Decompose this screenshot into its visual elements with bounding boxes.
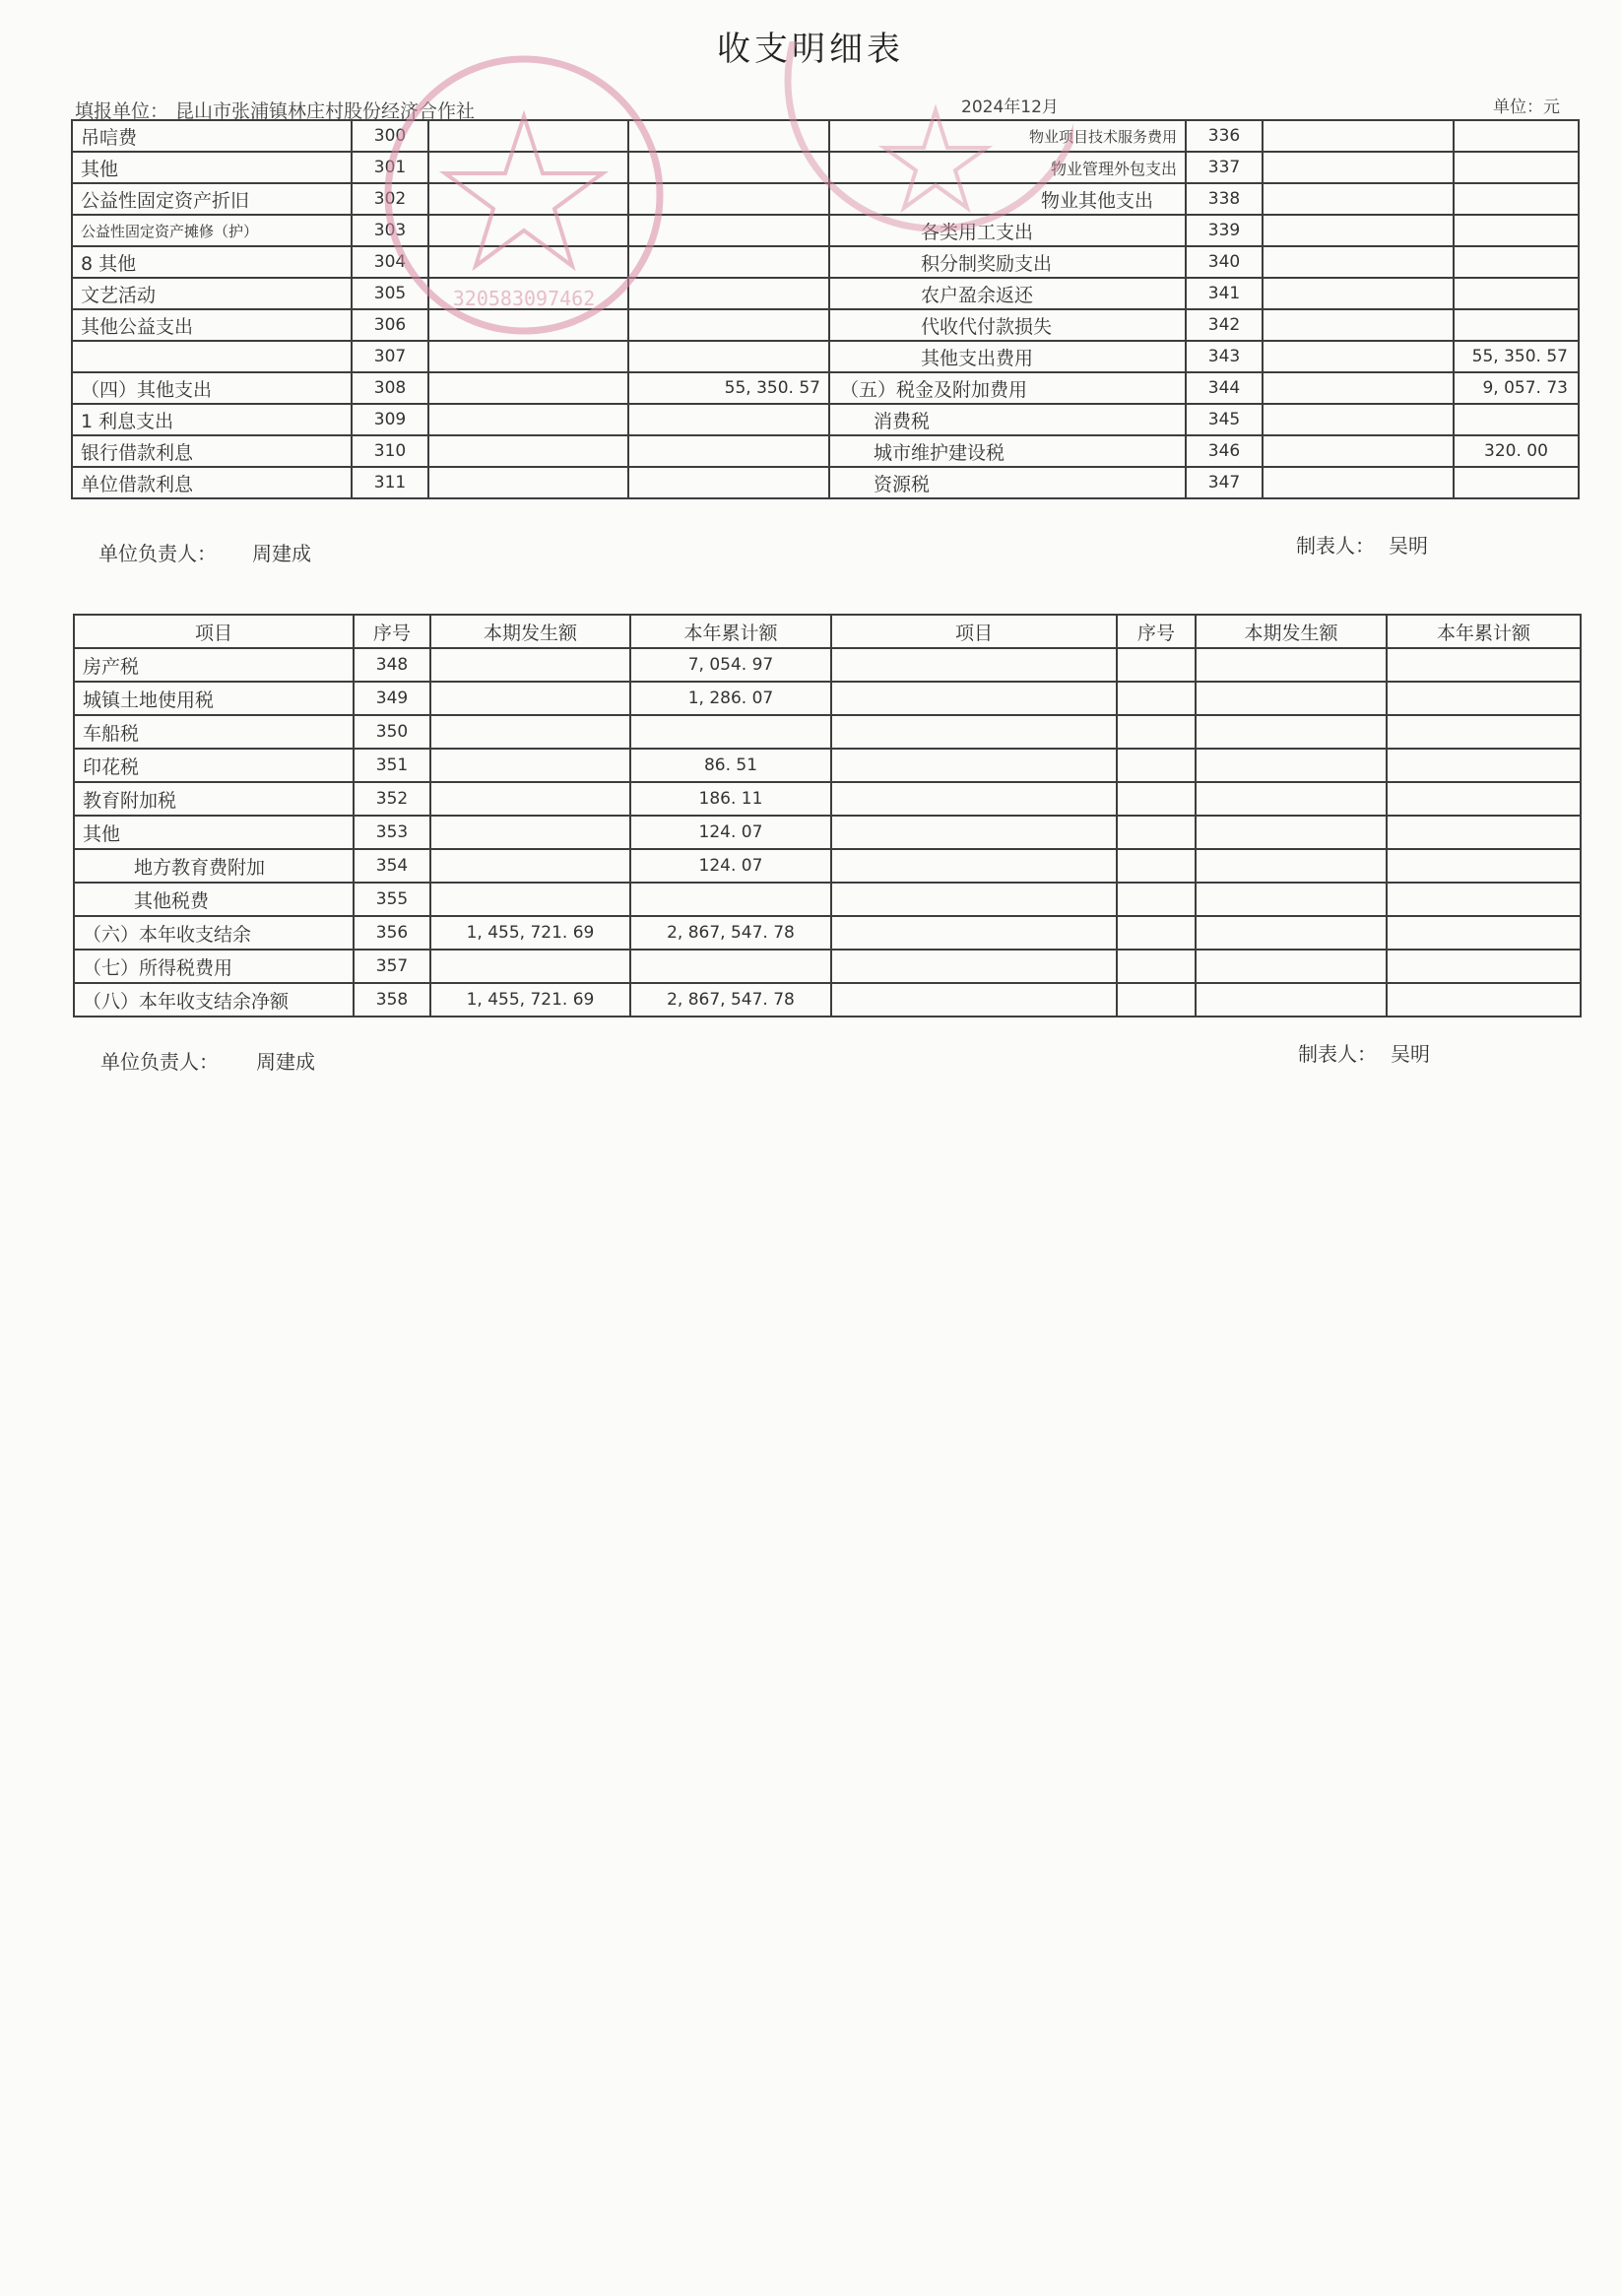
table-row — [72, 435, 1579, 467]
column-header: 项目 — [74, 615, 354, 648]
empty-cell — [1387, 950, 1581, 983]
row-number: 307 — [352, 341, 428, 372]
empty-cell — [1196, 883, 1387, 916]
row-number: 350 — [354, 715, 430, 749]
item-label: 银行借款利息 — [72, 435, 352, 467]
ledger-table-lower — [73, 614, 1582, 1017]
ytd-amount: 124. 07 — [630, 816, 831, 849]
item-label: 积分制奖励支出 — [829, 246, 1186, 278]
current-amount — [1263, 246, 1454, 278]
table-row — [72, 215, 1579, 246]
row-number: 345 — [1186, 404, 1263, 435]
row-number: 344 — [1186, 372, 1263, 404]
table-row — [74, 782, 1581, 816]
table-row — [72, 278, 1579, 309]
empty-cell — [1387, 916, 1581, 950]
current-amount — [1263, 183, 1454, 215]
item-label: 城镇土地使用税 — [74, 682, 354, 715]
empty-cell — [1196, 648, 1387, 682]
item-label: 物业项目技术服务费用 — [829, 120, 1186, 152]
unit-head-label: 单位负责人： — [100, 1050, 219, 1074]
ytd-amount — [1454, 183, 1579, 215]
item-label: 单位借款利息 — [72, 467, 352, 498]
current-amount — [1263, 341, 1454, 372]
table-row — [74, 883, 1581, 916]
row-number: 342 — [1186, 309, 1263, 341]
row-number: 353 — [354, 816, 430, 849]
empty-cell — [831, 950, 1117, 983]
empty-cell — [1387, 782, 1581, 816]
table-row — [72, 341, 1579, 372]
ytd-amount: 124. 07 — [630, 849, 831, 883]
current-amount — [430, 715, 630, 749]
empty-cell — [1117, 916, 1196, 950]
ytd-amount: 86. 51 — [630, 749, 831, 782]
ytd-amount — [1454, 278, 1579, 309]
current-amount — [428, 183, 628, 215]
preparer-label: 制表人： — [1296, 534, 1375, 558]
table-row — [74, 682, 1581, 715]
item-label: 8 其他 — [72, 246, 352, 278]
item-label — [72, 341, 352, 372]
table-row — [72, 372, 1579, 404]
current-amount — [1263, 372, 1454, 404]
item-label: 物业管理外包支出 — [829, 152, 1186, 183]
row-number: 303 — [352, 215, 428, 246]
empty-cell — [1196, 849, 1387, 883]
column-header: 本年累计额 — [1387, 615, 1581, 648]
current-amount — [430, 950, 630, 983]
empty-cell — [1387, 883, 1581, 916]
empty-cell — [1196, 782, 1387, 816]
empty-cell — [1196, 983, 1387, 1017]
table-row — [74, 849, 1581, 883]
empty-cell — [1117, 883, 1196, 916]
ytd-amount: 1, 286. 07 — [630, 682, 831, 715]
table-row — [74, 749, 1581, 782]
row-number: 357 — [354, 950, 430, 983]
current-amount: 1, 455, 721. 69 — [430, 983, 630, 1017]
current-amount — [428, 246, 628, 278]
current-amount — [428, 278, 628, 309]
ytd-amount — [628, 341, 829, 372]
item-label: 房产税 — [74, 648, 354, 682]
ytd-amount — [628, 215, 829, 246]
empty-cell — [1117, 749, 1196, 782]
empty-cell — [1387, 749, 1581, 782]
empty-cell — [1196, 950, 1387, 983]
ytd-amount: 2, 867, 547. 78 — [630, 983, 831, 1017]
current-amount — [428, 152, 628, 183]
empty-cell — [831, 849, 1117, 883]
row-number: 305 — [352, 278, 428, 309]
item-label: （七）所得税费用 — [74, 950, 354, 983]
unit-head-name: 周建成 — [256, 1050, 315, 1074]
current-amount — [428, 467, 628, 498]
column-header: 项目 — [831, 615, 1117, 648]
column-header: 序号 — [1117, 615, 1196, 648]
empty-cell — [1117, 849, 1196, 883]
ytd-amount — [630, 883, 831, 916]
empty-cell — [831, 682, 1117, 715]
item-label: 消费税 — [829, 404, 1186, 435]
row-number: 355 — [354, 883, 430, 916]
table-row — [74, 648, 1581, 682]
ytd-amount: 2, 867, 547. 78 — [630, 916, 831, 950]
row-number: 351 — [354, 749, 430, 782]
item-label: 公益性固定资产摊修（护） — [72, 215, 352, 246]
empty-cell — [831, 749, 1117, 782]
empty-cell — [1387, 715, 1581, 749]
empty-cell — [1117, 682, 1196, 715]
table-row — [72, 183, 1579, 215]
report-period: 2024年12月 — [961, 98, 1059, 117]
current-amount — [1263, 404, 1454, 435]
table-row — [72, 467, 1579, 498]
item-label: 其他税费 — [74, 883, 354, 916]
ytd-amount — [1454, 215, 1579, 246]
current-amount — [1263, 152, 1454, 183]
item-label: 其他支出费用 — [829, 341, 1186, 372]
row-number: 337 — [1186, 152, 1263, 183]
ytd-amount — [628, 120, 829, 152]
current-amount — [428, 341, 628, 372]
row-number: 309 — [352, 404, 428, 435]
ytd-amount — [1454, 309, 1579, 341]
column-header: 本期发生额 — [1196, 615, 1387, 648]
ytd-amount: 7, 054. 97 — [630, 648, 831, 682]
empty-cell — [831, 983, 1117, 1017]
row-number: 310 — [352, 435, 428, 467]
current-amount — [1263, 435, 1454, 467]
ytd-amount: 320. 00 — [1454, 435, 1579, 467]
ytd-amount — [1454, 120, 1579, 152]
table-row — [74, 950, 1581, 983]
empty-cell — [1387, 816, 1581, 849]
current-amount — [430, 749, 630, 782]
empty-cell — [1196, 715, 1387, 749]
ytd-amount — [628, 309, 829, 341]
item-label: 印花税 — [74, 749, 354, 782]
ytd-amount — [1454, 246, 1579, 278]
item-label: 地方教育费附加 — [74, 849, 354, 883]
row-number: 358 — [354, 983, 430, 1017]
row-number: 300 — [352, 120, 428, 152]
table-row — [72, 152, 1579, 183]
item-label: （八）本年收支结余净额 — [74, 983, 354, 1017]
current-amount — [430, 816, 630, 849]
ytd-amount: 9, 057. 73 — [1454, 372, 1579, 404]
item-label: （四）其他支出 — [72, 372, 352, 404]
row-number: 338 — [1186, 183, 1263, 215]
ytd-amount — [1454, 152, 1579, 183]
ytd-amount — [628, 183, 829, 215]
current-amount — [430, 849, 630, 883]
item-label: 代收代付款损失 — [829, 309, 1186, 341]
ytd-amount — [628, 435, 829, 467]
empty-cell — [1387, 849, 1581, 883]
item-label: 城市维护建设税 — [829, 435, 1186, 467]
preparer-label: 制表人： — [1298, 1042, 1377, 1066]
unit-head-label: 单位负责人： — [98, 542, 217, 565]
current-amount — [430, 648, 630, 682]
ytd-amount — [630, 715, 831, 749]
table-row — [74, 715, 1581, 749]
column-header: 本期发生额 — [430, 615, 630, 648]
column-header: 本年累计额 — [630, 615, 831, 648]
preparer-name: 吴明 — [1391, 1042, 1430, 1066]
empty-cell — [831, 648, 1117, 682]
empty-cell — [1387, 648, 1581, 682]
empty-cell — [1196, 749, 1387, 782]
current-amount — [430, 682, 630, 715]
row-number: 301 — [352, 152, 428, 183]
unit-head-name: 周建成 — [252, 542, 311, 565]
empty-cell — [1387, 682, 1581, 715]
table-header-row — [74, 615, 1581, 648]
item-label: 各类用工支出 — [829, 215, 1186, 246]
ytd-amount: 186. 11 — [630, 782, 831, 816]
empty-cell — [1196, 916, 1387, 950]
item-label: 物业其他支出 — [829, 183, 1186, 215]
ytd-amount: 55, 350. 57 — [628, 372, 829, 404]
row-number: 304 — [352, 246, 428, 278]
current-amount: 1, 455, 721. 69 — [430, 916, 630, 950]
empty-cell — [831, 916, 1117, 950]
current-amount — [430, 782, 630, 816]
ledger-table-upper — [71, 119, 1580, 499]
item-label: 其他 — [72, 152, 352, 183]
current-amount — [1263, 467, 1454, 498]
current-amount — [428, 435, 628, 467]
item-label: （六）本年收支结余 — [74, 916, 354, 950]
empty-cell — [1196, 682, 1387, 715]
empty-cell — [1117, 782, 1196, 816]
row-number: 311 — [352, 467, 428, 498]
table-row — [72, 246, 1579, 278]
item-label: 农户盈余返还 — [829, 278, 1186, 309]
row-number: 339 — [1186, 215, 1263, 246]
reporting-unit-name: 昆山市张浦镇林庄村股份经济合作社 — [175, 100, 476, 122]
row-number: 347 — [1186, 467, 1263, 498]
ytd-amount — [1454, 404, 1579, 435]
empty-cell — [1387, 983, 1581, 1017]
item-label: 公益性固定资产折旧 — [72, 183, 352, 215]
empty-cell — [1117, 816, 1196, 849]
current-amount — [428, 372, 628, 404]
ytd-amount — [628, 246, 829, 278]
row-number: 349 — [354, 682, 430, 715]
table-row — [74, 983, 1581, 1017]
item-label: 吊唁费 — [72, 120, 352, 152]
empty-cell — [831, 715, 1117, 749]
empty-cell — [1196, 816, 1387, 849]
item-label: 教育附加税 — [74, 782, 354, 816]
row-number: 308 — [352, 372, 428, 404]
current-amount — [1263, 278, 1454, 309]
ytd-amount — [628, 152, 829, 183]
ytd-amount — [1454, 467, 1579, 498]
ytd-amount — [628, 278, 829, 309]
document-title: 收支明细表 — [717, 30, 904, 69]
item-label: 车船税 — [74, 715, 354, 749]
ytd-amount — [630, 950, 831, 983]
row-number: 302 — [352, 183, 428, 215]
row-number: 346 — [1186, 435, 1263, 467]
item-label: （五）税金及附加费用 — [829, 372, 1186, 404]
current-amount — [428, 120, 628, 152]
table-row — [72, 120, 1579, 152]
row-number: 356 — [354, 916, 430, 950]
current-amount — [1263, 309, 1454, 341]
item-label: 文艺活动 — [72, 278, 352, 309]
empty-cell — [1117, 648, 1196, 682]
row-number: 340 — [1186, 246, 1263, 278]
table-row — [72, 309, 1579, 341]
ytd-amount: 55, 350. 57 — [1454, 341, 1579, 372]
empty-cell — [831, 782, 1117, 816]
current-amount — [428, 309, 628, 341]
item-label: 资源税 — [829, 467, 1186, 498]
current-amount — [428, 404, 628, 435]
table-row — [74, 816, 1581, 849]
current-amount — [1263, 120, 1454, 152]
row-number: 306 — [352, 309, 428, 341]
empty-cell — [831, 816, 1117, 849]
item-label: 其他公益支出 — [72, 309, 352, 341]
current-amount — [1263, 215, 1454, 246]
ytd-amount — [628, 404, 829, 435]
empty-cell — [1117, 950, 1196, 983]
row-number: 354 — [354, 849, 430, 883]
reporting-unit-label: 填报单位： — [75, 100, 169, 122]
empty-cell — [1117, 983, 1196, 1017]
row-number: 348 — [354, 648, 430, 682]
row-number: 352 — [354, 782, 430, 816]
currency-unit: 单位：元 — [1493, 98, 1560, 117]
empty-cell — [1117, 715, 1196, 749]
seal-code: 320583097462 — [452, 287, 596, 310]
preparer-name: 吴明 — [1389, 534, 1428, 558]
ytd-amount — [628, 467, 829, 498]
item-label: 其他 — [74, 816, 354, 849]
row-number: 341 — [1186, 278, 1263, 309]
current-amount — [428, 215, 628, 246]
item-label: 1 利息支出 — [72, 404, 352, 435]
current-amount — [430, 883, 630, 916]
table-row — [72, 404, 1579, 435]
row-number: 343 — [1186, 341, 1263, 372]
column-header: 序号 — [354, 615, 430, 648]
row-number: 336 — [1186, 120, 1263, 152]
table-row — [74, 916, 1581, 950]
empty-cell — [831, 883, 1117, 916]
